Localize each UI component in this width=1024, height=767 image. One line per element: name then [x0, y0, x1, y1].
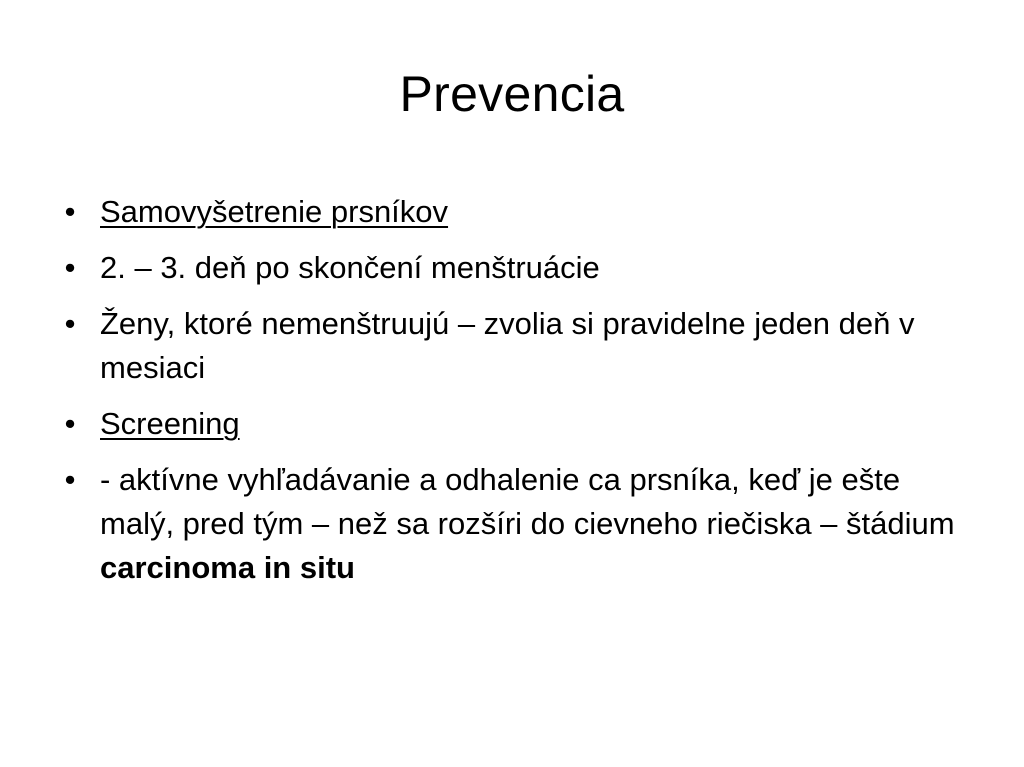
- bullet-icon: •: [64, 250, 76, 285]
- bullet-text-timing: 2. – 3. deň po skončení menštruácie: [100, 250, 600, 285]
- bullet-icon: •: [64, 462, 76, 497]
- bullet-icon: •: [64, 306, 76, 341]
- bullet-list: [58, 190, 978, 602]
- bullet-icon: •: [64, 194, 76, 229]
- bullet-text-carcinoma-in-situ: carcinoma in situ: [100, 550, 355, 585]
- bullet-icon: •: [64, 406, 76, 441]
- bullet-text-screening: Screening: [100, 406, 240, 441]
- list-item: [58, 190, 978, 234]
- slide-title: Prevencia: [399, 66, 625, 122]
- bullet-text-screening-detail: - aktívne vyhľadávanie a odhalenie ca prsníka, keď je ešte malý, pred tým – než sa rozšíri do cievneho riečiska – štádium: [100, 462, 955, 541]
- list-item: [58, 246, 978, 290]
- list-item: [58, 402, 978, 446]
- bullet-text-non-menstruating: Ženy, ktoré nemenštruujú – zvolia si pravidelne jeden deň v mesiaci: [100, 306, 915, 385]
- list-item: [58, 458, 978, 590]
- bullet-text-self-exam: Samovyšetrenie prsníkov: [100, 194, 449, 229]
- list-item: [58, 302, 978, 390]
